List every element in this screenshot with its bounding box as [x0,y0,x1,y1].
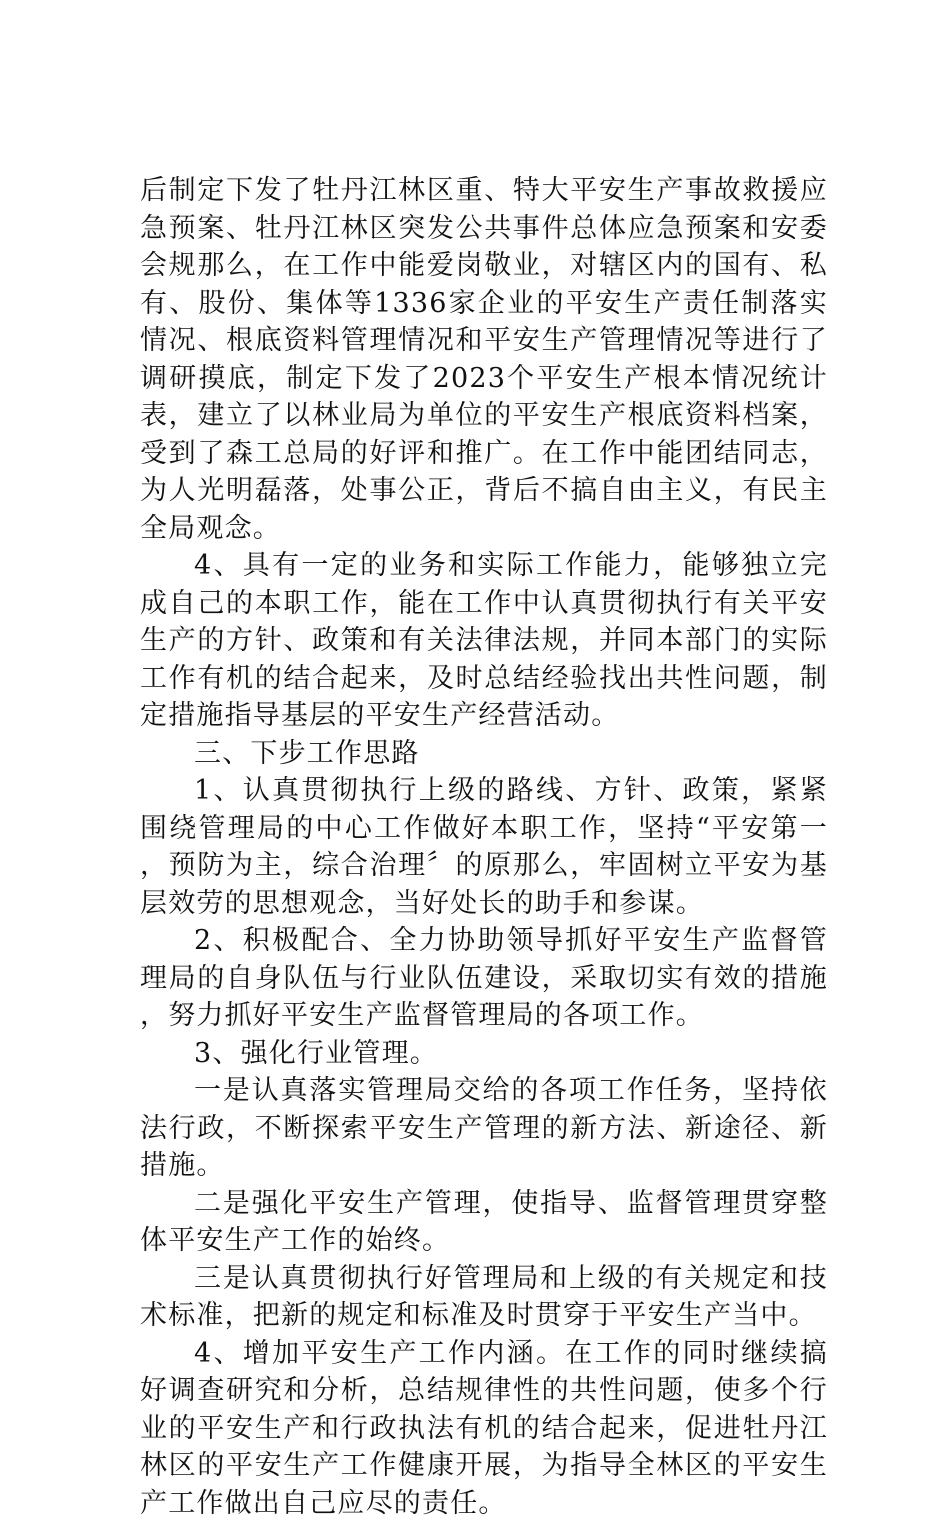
paragraph-step-2: 2、积极配合、全力协助领导抓好平安生产监督管理局的自身队伍与行业队伍建设，采取切实有效的措施，努力抓好平安生产监督管理局的各项工作。 [140,922,828,1035]
paragraph-step-1: 1、认真贯彻执行上级的路线、方针、政策，紧紧围绕管理局的中心工作做好本职工作，坚持“平安第一，预防为主，综合治理〞的原那么，牢固树立平安为基层效劳的思想观念，当好处长的助手和参谋。 [140,772,828,922]
paragraph-step-3-item-2: 二是强化平安生产管理，使指导、监督管理贯穿整体平安生产工作的始终。 [140,1185,828,1260]
paragraph-step-3: 3、强化行业管理。 [140,1035,828,1073]
document-body [140,172,828,1522]
paragraph-step-3-item-3: 三是认真贯彻执行好管理局和上级的有关规定和技术标准，把新的规定和标准及时贯穿于平安生产当中。 [140,1260,828,1335]
section-heading-next-steps: 三、下步工作思路 [140,735,828,773]
paragraph-continued-intro: 后制定下发了牡丹江林区重、特大平安生产事故救援应急预案、牡丹江林区突发公共事件总体应急预案和安委会规那么，在工作中能爱岗敬业，对辖区内的国有、私有、股份、集体等1336家企业的平安生产责任制落实情况、根底资料管理情况和平安生产管理情况等进行了调研摸底，制定下发了2023个平安生产根本情况统计表，建立了以林业局为单位的平安生产根底资料档案，受到了森工总局的好评和推广。在工作中能团结同志，为人光明磊落，处事公正，背后不搞自由主义，有民主全局观念。 [140,172,828,547]
paragraph-point-4-ability: 4、具有一定的业务和实际工作能力，能够独立完成自己的本职工作，能在工作中认真贯彻执行有关平安生产的方针、政策和有关法律法规，并同本部门的实际工作有机的结合起来，及时总结经验找出共性问题，制定措施指导基层的平安生产经营活动。 [140,547,828,735]
paragraph-step-4: 4、增加平安生产工作内涵。在工作的同时继续搞好调查研究和分析，总结规律性的共性问题，使多个行业的平安生产和行政执法有机的结合起来，促进牡丹江林区的平安生产工作健康开展，为指导全林区的平安生产工作做出自己应尽的责任。 [140,1335,828,1522]
paragraph-step-3-item-1: 一是认真落实管理局交给的各项工作任务，坚持依法行政，不断探索平安生产管理的新方法、新途径、新措施。 [140,1072,828,1185]
